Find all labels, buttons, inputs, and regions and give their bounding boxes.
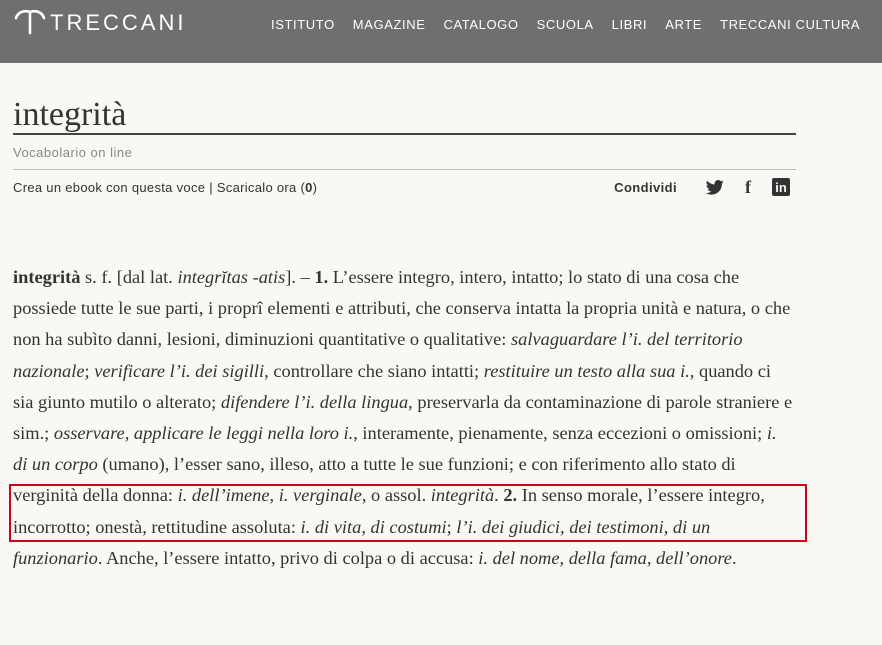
definition-segment: , [269, 485, 279, 506]
page-title: integrità [13, 96, 127, 133]
nav-item-magazine[interactable]: MAGAZINE [352, 17, 426, 32]
nav-item-istituto[interactable]: ISTITUTO [271, 17, 335, 32]
ebook-separator: | [209, 180, 213, 195]
nav-item-treccani-cultura[interactable]: TRECCANI CULTURA [720, 17, 861, 32]
definition-segment: (umano), l’esser sano, illeso, atto a tutte le sue funzioni; e con riferimento allo stato di verginità della donna: [13, 454, 736, 506]
nav-item-catalogo[interactable]: CATALOGO [443, 17, 519, 32]
example: l’i. dei giudici, dei testimoni, di un funzionario [13, 516, 711, 568]
definition-segment: , controllare che siano intatti; [264, 360, 484, 381]
main-nav [271, 17, 878, 33]
nav-item-arte[interactable]: ARTE [665, 17, 703, 32]
example: restituire un testo alla sua i. [483, 360, 690, 381]
definition-segment: s. f. [dal lat. [80, 267, 178, 287]
definition-segment: . [731, 547, 737, 568]
definition-segment: ; [446, 516, 457, 537]
example: i. di vita, di costumi [300, 516, 447, 537]
treccani-logo-icon [12, 8, 48, 36]
twitter-icon[interactable] [704, 176, 726, 198]
headword: integrità [13, 267, 81, 287]
download-close: ) [312, 180, 318, 195]
treccani-logo[interactable] [12, 8, 186, 36]
create-ebook-link[interactable]: Crea un ebook con questa voce [13, 180, 206, 195]
example: i. verginale [278, 485, 362, 506]
linkedin-icon-glyph: in [772, 178, 790, 196]
definition-text [13, 262, 793, 574]
example: i. dell’imene [177, 485, 270, 506]
share-label: Condividi [614, 179, 677, 195]
definition-segment: . Anche, l’essere intatto, privo di colpa o di accusa: [97, 547, 479, 568]
linkedin-icon[interactable] [770, 176, 792, 198]
definition-segment: In senso morale, l’essere integro, incorrotto; onestà, rettitudine assoluta: [13, 485, 765, 537]
example: difendere l’i. della lingua [220, 391, 409, 412]
definition-segment: ]. – [285, 267, 315, 287]
example: i. del nome, della fama, dell’onore [478, 547, 732, 568]
ebook-bar [13, 180, 317, 195]
nav-item-scuola[interactable]: SCUOLA [536, 17, 594, 32]
nav-item-libri[interactable]: LIBRI [611, 17, 648, 32]
sense-number: 2. [503, 485, 518, 506]
sense-number: 1. [314, 267, 329, 287]
example: verificare l’i. dei sigilli [94, 360, 265, 381]
definition-segment: ; [84, 360, 95, 381]
page-subtitle: Vocabolario on line [13, 145, 133, 160]
download-count: 0 [305, 180, 313, 195]
etymology: integrĭtas -atis [177, 267, 286, 287]
share-bar [614, 176, 792, 198]
logo-text: TRECCANI [50, 10, 187, 35]
top-navigation-bar [0, 0, 882, 63]
download-label: Scaricalo ora ( [216, 180, 306, 195]
definition-segment: , interamente, pienamente, senza eccezioni o omissioni; [353, 423, 767, 444]
download-ebook-link[interactable] [217, 180, 317, 195]
definition-segment: L’essere integro, intero, intatto; lo stato di una cosa che possiede tutte le sue parti, i proprî elementi e attributi, che conserva intatta la propria unità e natura, o che non ha subìto danni, lesioni, diminuzioni quantitative o qualitative: [13, 267, 791, 350]
definition-segment: . [494, 485, 504, 506]
example: i. di un corpo [13, 423, 777, 475]
example: integrità [430, 485, 495, 506]
definition-segment: , o assol. [361, 485, 431, 506]
definition-segment: , preservarla da contaminazione di parole straniere e sim.; [13, 391, 793, 444]
example: salvaguardare l’i. del territorio nazionale [13, 329, 743, 381]
facebook-icon[interactable]: f [745, 176, 751, 197]
title-divider [13, 133, 796, 135]
definition-segment: , quando ci sia giunto mutilo o alterato; [13, 360, 772, 412]
example: osservare, applicare le leggi nella loro i. [53, 423, 354, 444]
subtitle-divider [13, 169, 796, 170]
